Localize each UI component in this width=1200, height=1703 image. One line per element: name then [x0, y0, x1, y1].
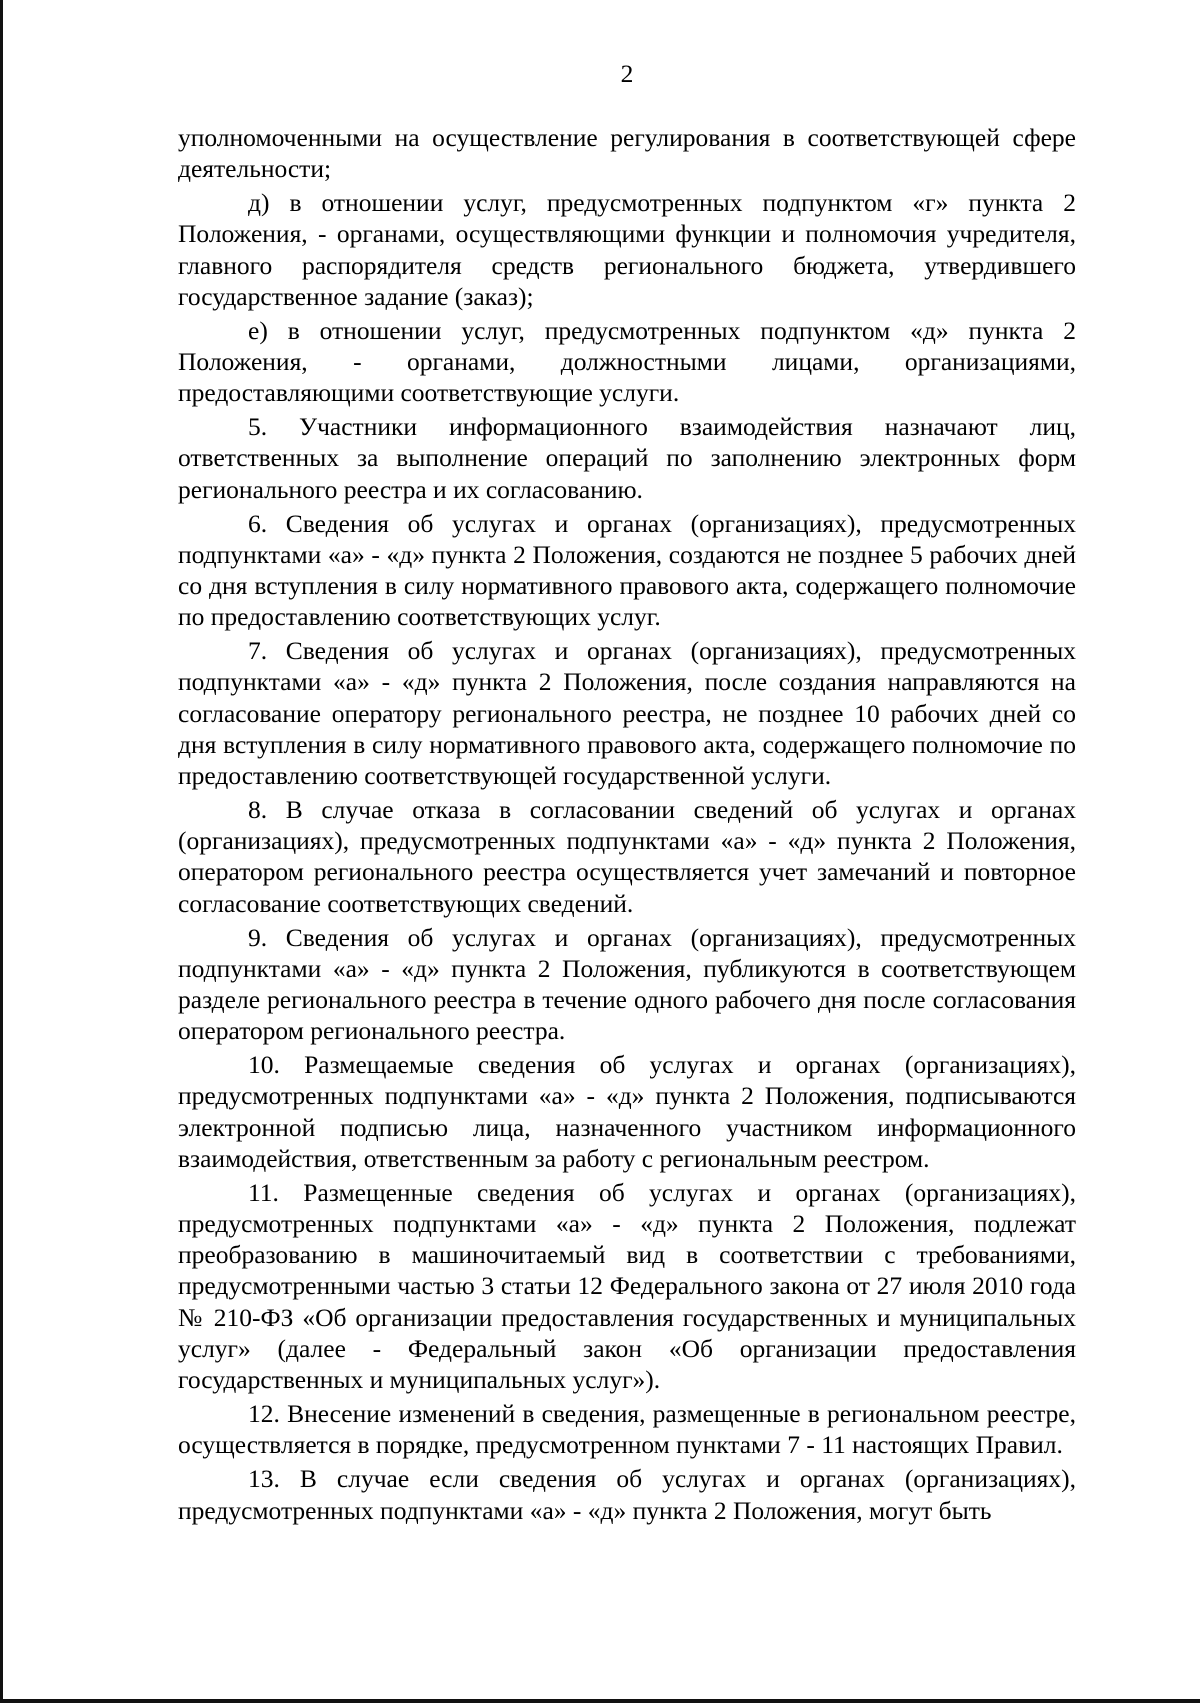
scan-edge-left: [0, 0, 3, 1703]
scan-edge-bottom: [0, 1699, 1200, 1703]
paragraph-7: 7. Сведения об услугах и органах (организациях), предусмотренных подпунктами «а» - «д» пункта 2 Положения, после создания направляются на согласование оператору регионального реестра, не позднее 10 рабочих дней со дня вступления в силу нормативного правового акта, содержащего полномочие по предоставлению соответствующей государственной услуги.: [178, 636, 1076, 791]
paragraph-item-d: д) в отношении услуг, предусмотренных подпунктом «г» пункта 2 Положения, - органами, осуществляющими функции и полномочия учредителя, главного распорядителя средств регионального бюджета, утвердившего государственное задание (заказ);: [178, 188, 1076, 311]
paragraph-10: 10. Размещаемые сведения об услугах и органах (организациях), предусмотренных подпунктами «а» - «д» пункта 2 Положения, подписываются электронной подписью лица, назначенного участником информационного взаимодействия, ответственным за работу с региональным реестром.: [178, 1050, 1076, 1173]
paragraph-13: 13. В случае если сведения об услугах и органах (организациях), предусмотренных подпунктами «а» - «д» пункта 2 Положения, могут быть: [178, 1464, 1076, 1525]
paragraph-6: 6. Сведения об услугах и органах (организациях), предусмотренных подпунктами «а» - «д» пункта 2 Положения, создаются не позднее 5 рабочих дней со дня вступления в силу нормативного правового акта, содержащего полномочие по предоставлению соответствующих услуг.: [178, 508, 1076, 632]
paragraph-5: 5. Участники информационного взаимодействия назначают лиц, ответственных за выполнение операций по заполнению электронных форм регионального реестра и их согласованию.: [178, 412, 1076, 504]
page-number: 2: [620, 59, 634, 88]
paragraph-8: 8. В случае отказа в согласовании сведений об услугах и органах (организациях), предусмотренных подпунктами «а» - «д» пункта 2 Положения, оператором регионального реестра осуществляется учет замечаний и повторное согласование соответствующих сведений.: [178, 795, 1076, 918]
paragraph-9: 9. Сведения об услугах и органах (организациях), предусмотренных подпунктами «а» - «д» пункта 2 Положения, публикуются в соответствующем разделе регионального реестра в течение одного рабочего дня после согласования оператором регионального реестра.: [178, 922, 1076, 1046]
paragraph-12: 12. Внесение изменений в сведения, размещенные в региональном реестре, осуществляется в порядке, предусмотренном пунктами 7 - 11 настоящих Правил.: [178, 1399, 1076, 1460]
paragraph-11: 11. Размещенные сведения об услугах и органах (организациях), предусмотренных подпунктами «а» - «д» пункта 2 Положения, подлежат преобразованию в машиночитаемый вид в соответствии с требованиями, предусмотренными частью 3 статьи 12 Федерального закона от 27 июля 2010 года № 210-ФЗ «Об организации предоставления государственных и муниципальных услуг» (далее - Федеральный закон «Об организации предоставления государственных и муниципальных услуг»).: [178, 1177, 1076, 1395]
paragraph-continuation: уполномоченными на осуществление регулирования в соответствующей сфере деятельности;: [178, 123, 1076, 184]
document-page: [178, 58, 1076, 1529]
paragraph-item-e: е) в отношении услуг, предусмотренных подпунктом «д» пункта 2 Положения, - органами, должностными лицами, организациями, предоставляющими соответствующие услуги.: [178, 315, 1076, 408]
